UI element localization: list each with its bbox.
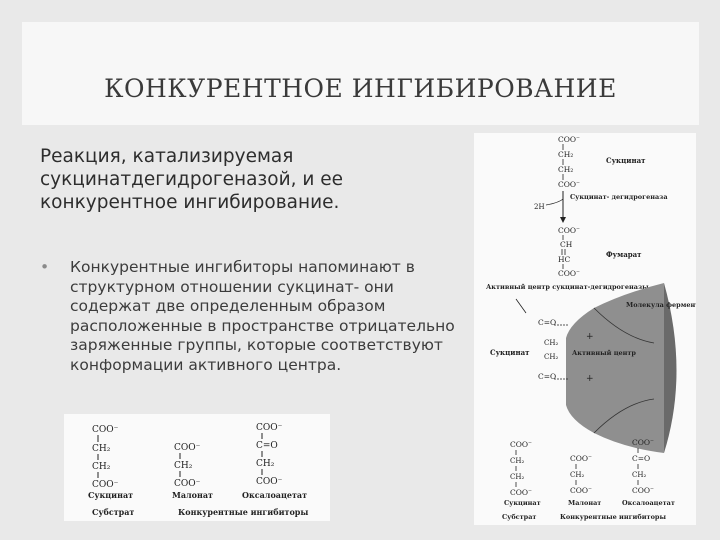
label-sdh: Сукцинат- дегидрогеназа — [570, 193, 668, 201]
bullet-text: Конкурентные ингибиторы напоминают в структурном отношении сукцинат- они содержат две определенным образом расположенные в пространстве отрицательно заряженные группы, которые соответствуют конформации активного центра. — [70, 258, 455, 374]
label-succinate-docked: Сукцинат — [490, 348, 530, 357]
formula-ch2: CH₂ — [544, 353, 559, 361]
formula-ch2: CH₂ — [558, 150, 574, 159]
formula-coo: COO⁻ — [510, 440, 532, 449]
label-malonate: Малонат — [172, 490, 214, 500]
label-oxaloacetate: Оксалоацетат — [242, 490, 308, 500]
formula-coo: COO⁻ — [92, 480, 119, 490]
figure-inhibitors-left — [64, 414, 330, 521]
label-oxaloacetate: Оксалоацетат — [622, 499, 675, 507]
formula-coo: COO⁻ — [570, 486, 592, 495]
formula-c-eq-o: C=O — [538, 372, 557, 381]
formula-coo: COO⁻ — [558, 180, 580, 189]
bullet-dot-icon: • — [40, 258, 50, 276]
figure-sdh-right — [474, 133, 696, 525]
label-substrate: Субстрат — [92, 507, 135, 517]
formula-coo: COO⁻ — [92, 425, 119, 435]
formula-ch2: CH₂ — [544, 339, 559, 347]
formula-coo: COO⁻ — [174, 443, 201, 453]
formula-coo: COO⁻ — [558, 226, 580, 235]
formula-coo: COO⁻ — [632, 486, 654, 495]
figure-inhibitors-svg — [64, 414, 330, 521]
formula-ch2: CH₂ — [92, 444, 111, 454]
label-succinate: Сукцинат — [88, 490, 134, 500]
label-substrate: Субстрат — [502, 513, 537, 521]
slide-title: КОНКУРЕНТНОЕ ИНГИБИРОВАНИЕ — [104, 74, 617, 103]
label-malonate: Малонат — [568, 499, 602, 507]
bullet-item — [40, 258, 470, 375]
formula-coo: COO⁻ — [174, 479, 201, 489]
formula-hc: HC — [558, 255, 571, 264]
formula-ch2: CH₂ — [558, 165, 574, 174]
formula-coo: COO⁻ — [256, 423, 283, 433]
formula-c-eq-o: C=O — [632, 454, 651, 463]
label-enzyme-molecule: Молекула фермента — [626, 301, 696, 309]
formula-ch2: CH₂ — [256, 459, 275, 469]
label-succinate-bottom: Сукцинат — [504, 499, 541, 507]
label-fumarate: Фумарат — [606, 250, 642, 259]
plus-sign: + — [586, 374, 594, 384]
formula-coo: COO⁻ — [510, 488, 532, 497]
formula-ch2: CH₂ — [92, 462, 111, 472]
formula-c-eq-o: C=O — [256, 441, 278, 451]
formula-ch2: CH₂ — [174, 461, 193, 471]
label-active-center: Активный центр — [572, 349, 636, 357]
formula-ch2: CH₂ — [510, 473, 525, 481]
formula-c-eq-o: C=O — [538, 318, 557, 327]
formula-coo: COO⁻ — [632, 438, 654, 447]
formula-ch2: CH₂ — [570, 471, 585, 479]
label-2h: 2H — [534, 203, 545, 211]
formula-ch2: CH₂ — [510, 457, 525, 465]
formula-coo: COO⁻ — [558, 135, 580, 144]
slide-subtitle: Реакция, катализируемая сукцинатдегидрогеназой, и ее конкурентное ингибирование. — [40, 146, 344, 213]
label-competitive-inhibitors: Конкурентные ингибиторы — [178, 507, 309, 517]
plus-sign: + — [586, 332, 594, 342]
label-succinate: Сукцинат — [606, 156, 646, 165]
formula-ch: CH — [560, 240, 573, 249]
figure-sdh-svg — [474, 133, 696, 525]
formula-coo: COO⁻ — [256, 477, 283, 487]
formula-ch2: CH₂ — [632, 471, 647, 479]
label-active-center-title: Активный центр сукцинат-дегидрогеназы — [486, 283, 649, 291]
label-competitive-inhibitors: Конкурентные ингибиторы — [560, 513, 666, 521]
title-box — [22, 22, 699, 125]
formula-coo: COO⁻ — [570, 454, 592, 463]
formula-coo: COO⁻ — [558, 269, 580, 278]
